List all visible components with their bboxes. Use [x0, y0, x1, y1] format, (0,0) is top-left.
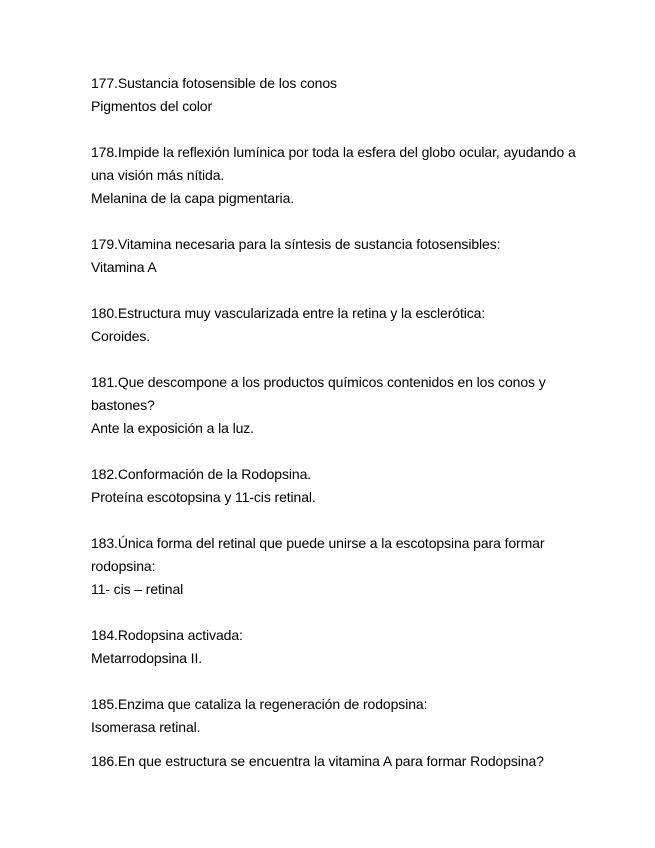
qa-item-180: [91, 302, 611, 348]
answer-line: Metarrodopsina II.: [91, 650, 203, 666]
question-line: 179.Vitamina necesaria para la síntesis de sustancia fotosensibles:: [91, 236, 501, 252]
qa-item-184: [91, 624, 611, 670]
question-line: 180.Estructura muy vascularizada entre la retina y la esclerótica:: [91, 305, 486, 321]
question-line: 181.Que descompone a los productos químicos contenidos en los conos y: [91, 374, 546, 390]
question-line: 178.Impide la reflexión lumínica por toda la esfera del globo ocular, ayudando a: [91, 144, 576, 160]
question-line: 177.Sustancia fotosensible de los conos: [91, 75, 337, 91]
qa-item-183: [91, 532, 611, 601]
qa-item-179: [91, 233, 611, 279]
question-line: 183.Única forma del retinal que puede unirse a la escotopsina para formar: [91, 535, 545, 551]
question-line: 185.Enzima que cataliza la regeneración de rodopsina:: [91, 696, 428, 712]
qa-item-182: [91, 463, 611, 509]
qa-item-186: [91, 750, 611, 773]
question-line: 184.Rodopsina activada:: [91, 627, 243, 643]
question-line: bastones?: [91, 397, 155, 413]
document-page: [91, 72, 611, 773]
answer-line: Pigmentos del color: [91, 98, 213, 114]
qa-item-181: [91, 371, 611, 440]
answer-line: Vitamina A: [91, 259, 157, 275]
answer-line: Proteína escotopsina y 11-cis retinal.: [91, 489, 316, 505]
question-line: una visión más nítida.: [91, 167, 225, 183]
qa-item-177: [91, 72, 611, 118]
question-line: 182.Conformación de la Rodopsina.: [91, 466, 312, 482]
answer-line: Melanina de la capa pigmentaria.: [91, 190, 295, 206]
answer-line: Coroides.: [91, 328, 151, 344]
qa-item-178: [91, 141, 611, 210]
answer-line: Ante la exposición a la luz.: [91, 420, 254, 436]
question-line: 186.En que estructura se encuentra la vitamina A para formar Rodopsina?: [91, 753, 544, 769]
qa-item-185: [91, 693, 611, 739]
question-line: rodopsina:: [91, 558, 156, 574]
answer-line: 11- cis – retinal: [91, 581, 184, 597]
answer-line: Isomerasa retinal.: [91, 719, 201, 735]
